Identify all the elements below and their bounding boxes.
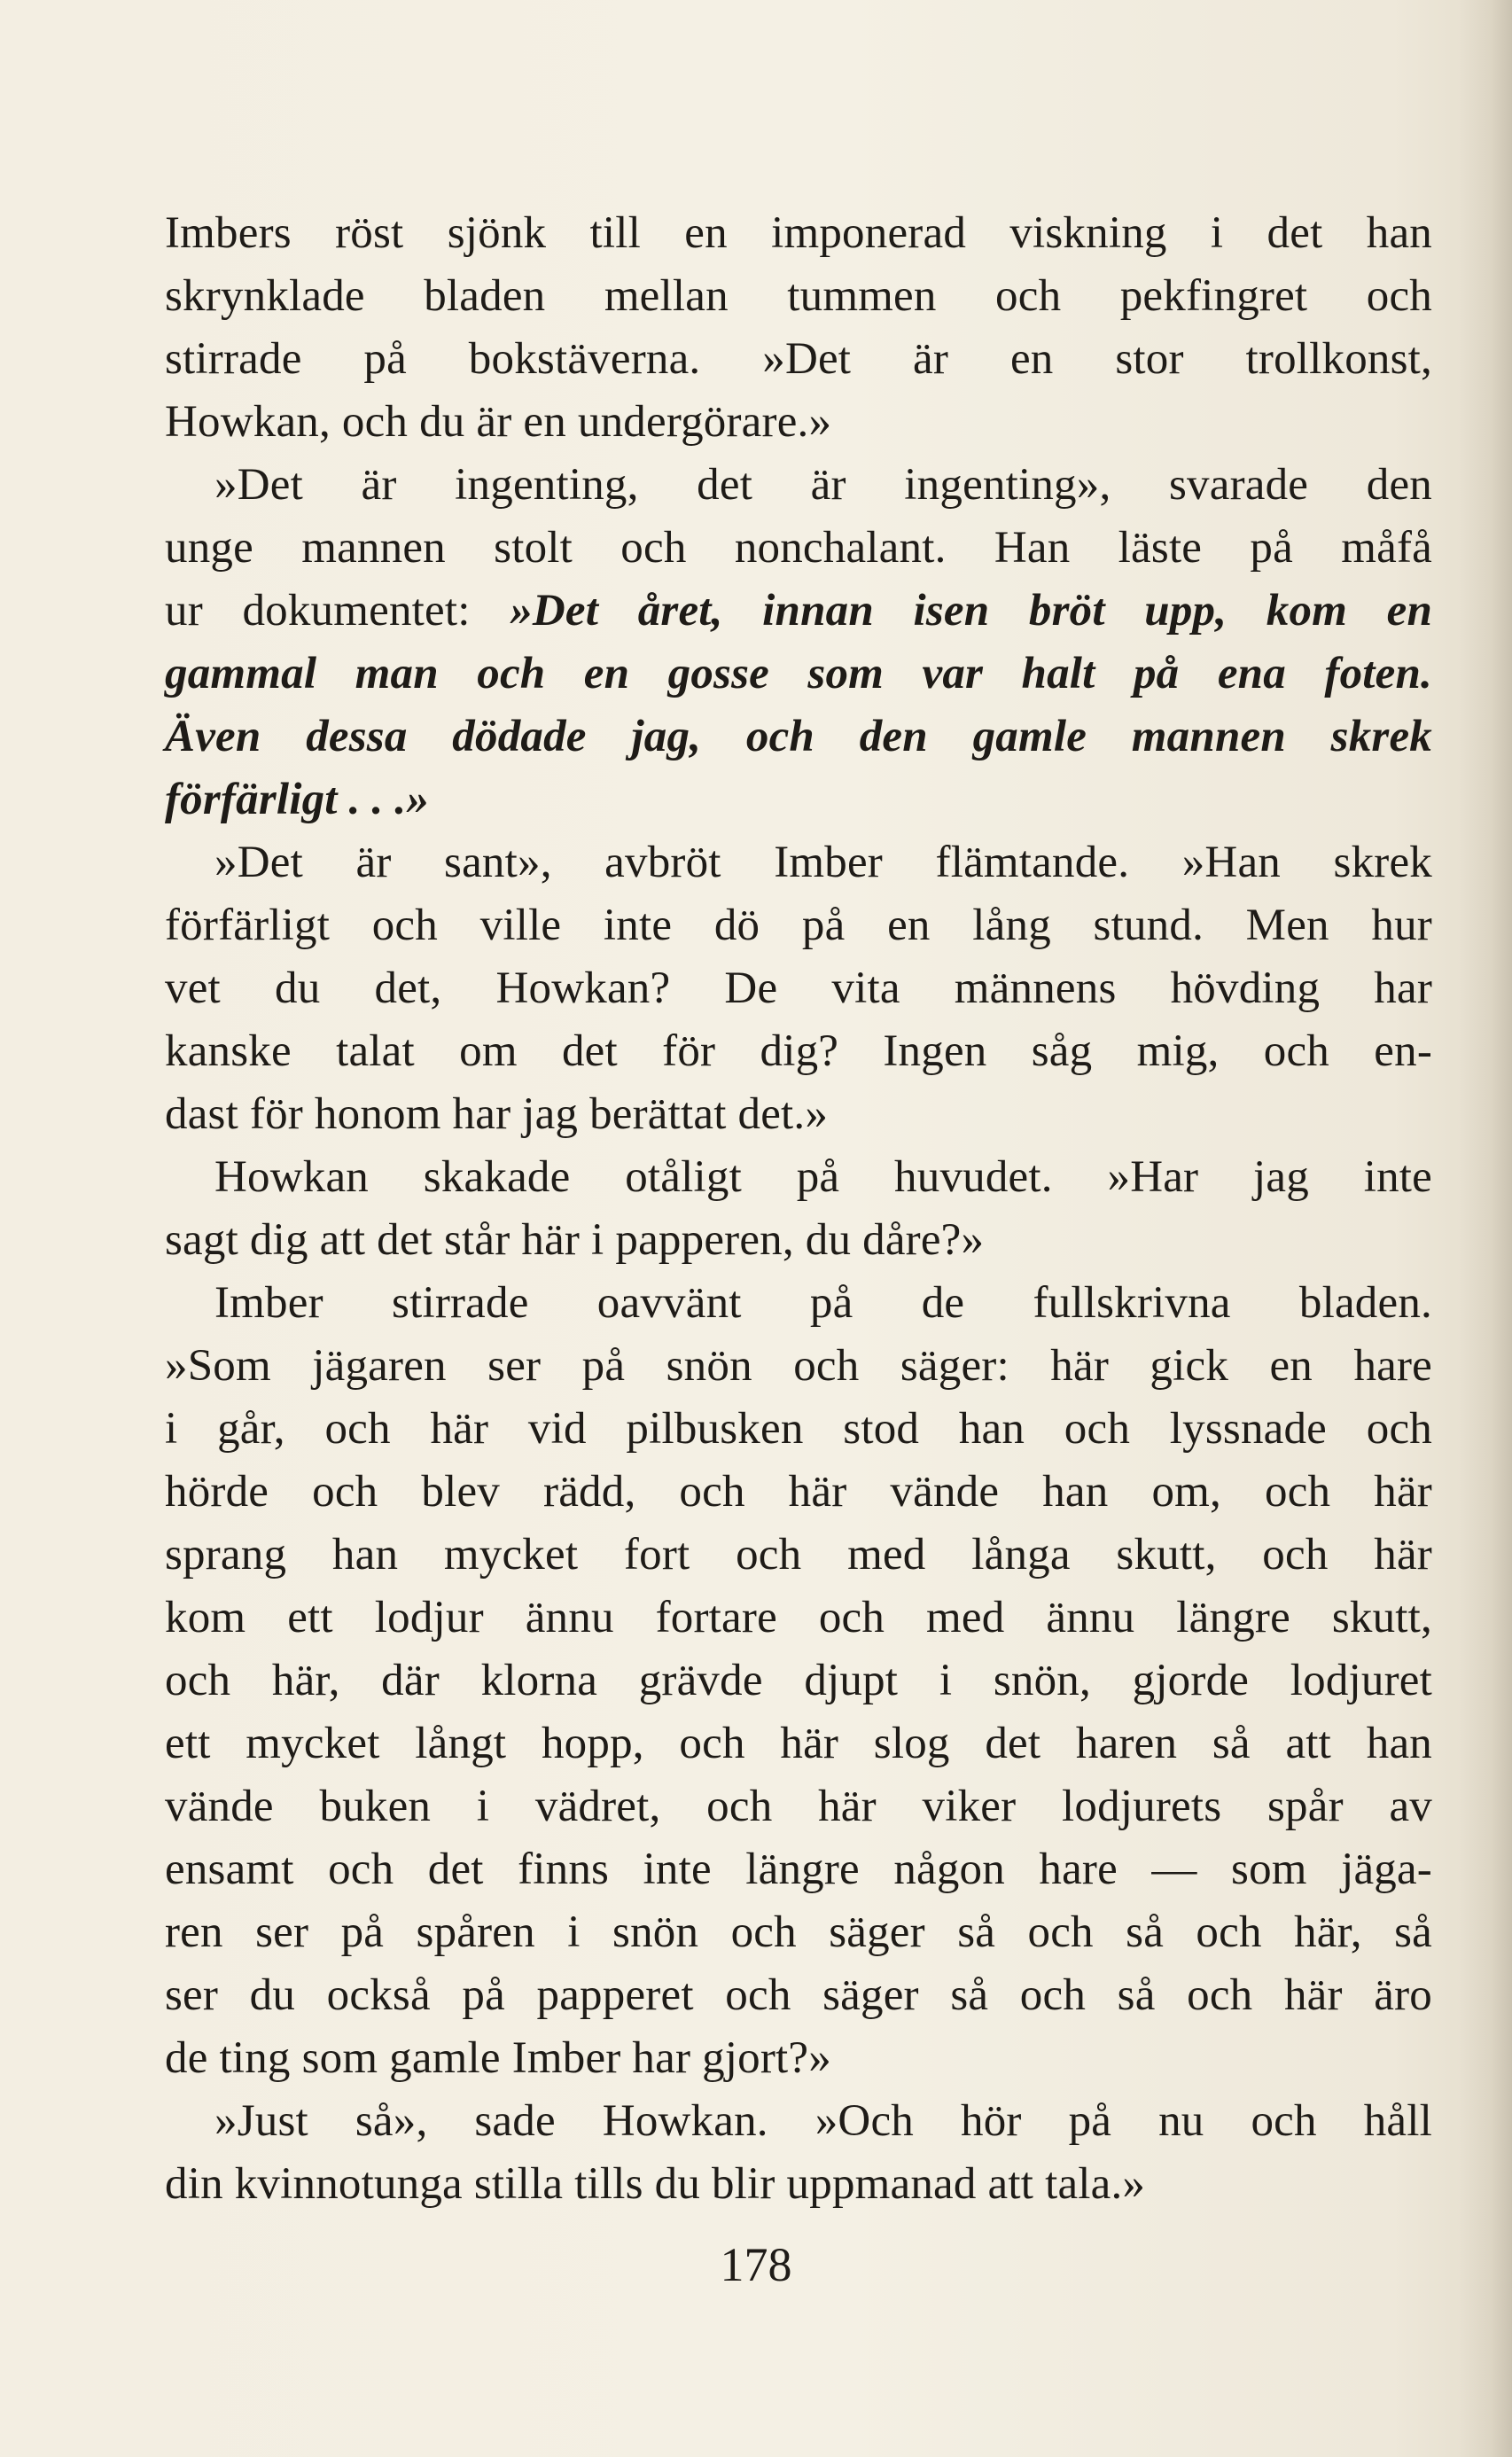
body-text (165, 202, 1432, 2216)
text-line: de ting som gamle Imber har gjort?» (165, 2033, 831, 2083)
quoted-document-line: gammal man och en gosse som var halt på ena foten. (165, 649, 1432, 698)
text-line: Howkan, och du är en undergörare.» (165, 397, 832, 447)
text-line: dast för honom har jag berättat det.» (165, 1089, 829, 1139)
text-line: »Det är ingenting, det är ingenting», svarade den (214, 460, 1432, 510)
text-line: förfärligt och ville inte dö på en lång stund. Men hur (165, 901, 1432, 950)
text-line: i går, och här vid pilbusken stod han och lyssnade och (165, 1404, 1432, 1454)
text-line: sagt dig att det står här i papperen, du dåre?» (165, 1215, 985, 1265)
text-line: unge mannen stolt och nonchalant. Han läste på måfå (165, 523, 1432, 573)
page-edge-shadow (1459, 0, 1512, 2457)
quoted-document-line: förfärligt . . .» (165, 775, 430, 824)
text-line: ser du också på papperet och säger så och så och här äro (165, 1970, 1432, 2020)
text-line: »Just så», sade Howkan. »Och hör på nu och håll (214, 2096, 1432, 2146)
text-line: vet du det, Howkan? De vita männens hövding har (165, 963, 1432, 1013)
text-line: hörde och blev rädd, och här vände han om, och här (165, 1467, 1432, 1517)
text-line: kom ett lodjur ännu fortare och med ännu längre skutt, (165, 1593, 1432, 1642)
quoted-document-text: »Det året, innan isen bröt upp, kom en (510, 586, 1433, 636)
text-line: ensamt och det finns inte längre någon hare — som jäga- (165, 1845, 1432, 1894)
text-line: »Det är sant», avbröt Imber flämtande. »Han skrek (214, 838, 1432, 887)
text-line: »Som jägaren ser på snön och säger: här gick en hare (165, 1341, 1432, 1391)
text-line: ren ser på spåren i snön och säger så och så och här, så (165, 1907, 1432, 1957)
text-line: skrynklade bladen mellan tummen och pekfingret och (165, 271, 1432, 321)
text-line: vände buken i vädret, och här viker lodjurets spår av (165, 1782, 1432, 1831)
text-segment: ur dokumentet: (165, 586, 471, 636)
text-line: Imbers röst sjönk till en imponerad viskning i det han (165, 208, 1432, 258)
text-line: kanske talat om det för dig? Ingen såg mig, och en- (165, 1026, 1432, 1076)
text-line: Howkan skakade otåligt på huvudet. »Har jag inte (214, 1152, 1432, 1202)
text-line: och här, där klorna grävde djupt i snön, gjorde lodjuret (165, 1656, 1432, 1705)
text-line: ett mycket långt hopp, och här slog det haren så att han (165, 1719, 1432, 1768)
text-line: stirrade på bokstäverna. »Det är en stor trollkonst, (165, 334, 1432, 384)
text-line: sprang han mycket fort och med långa skutt, och här (165, 1530, 1432, 1580)
text-line: Imber stirrade oavvänt på de fullskrivna bladen. (214, 1278, 1432, 1328)
quoted-document-line: Även dessa dödade jag, och den gamle mannen skrek (165, 712, 1432, 761)
text-line: din kvinnotunga stilla tills du blir uppmanad att tala.» (165, 2159, 1146, 2209)
text-line-with-quote (165, 580, 1432, 643)
page-number: 178 (720, 2238, 792, 2291)
